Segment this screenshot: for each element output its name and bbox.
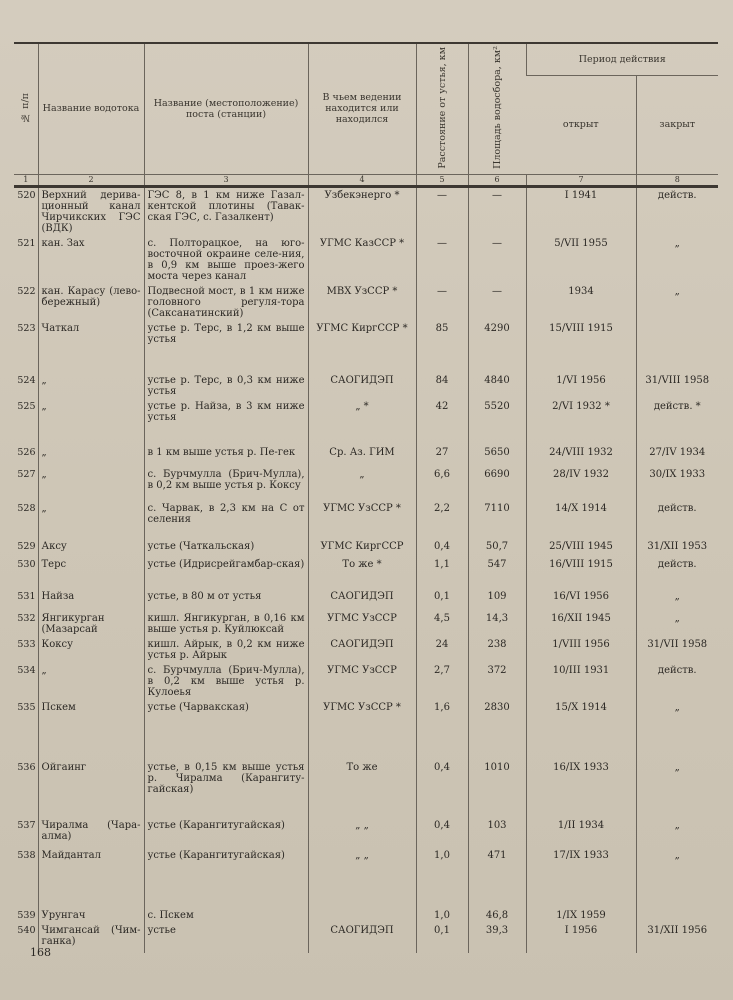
row-area: 14,3 — [468, 611, 526, 637]
row-distance: 0,1 — [416, 589, 468, 611]
row-distance: — — [416, 236, 468, 284]
row-number: 539 — [17, 909, 36, 921]
row-opened: 28/IV 1932 — [526, 467, 636, 501]
table-row — [14, 236, 718, 284]
row-number: 537 — [17, 819, 36, 831]
row-organization: Узбекэнерго * — [308, 186, 416, 236]
row-number: 538 — [17, 849, 36, 861]
table-row — [14, 284, 718, 321]
row-number: 528 — [17, 502, 36, 514]
table-row — [14, 760, 718, 818]
row-post: устье р. Терс, в 1,2 км выше устья — [144, 321, 308, 373]
row-river: Урунгач — [38, 908, 144, 923]
row-river: Найза — [38, 589, 144, 611]
row-post: в 1 км выше устья р. Пе-гек — [144, 445, 308, 467]
row-closed: 31/VIII 1958 — [636, 373, 718, 399]
row-post: с. Бурчмулла (Брич-Мулла), в 0,2 км выше устья р. Коксу — [144, 467, 308, 501]
row-area: 372 — [468, 663, 526, 700]
row-area: — — [468, 186, 526, 236]
row-number: 534 — [17, 664, 36, 676]
row-opened: 15/VIII 1915 — [526, 321, 636, 373]
row-opened: 1934 — [526, 284, 636, 321]
row-number: 527 — [17, 468, 36, 480]
row-organization: „ „ — [308, 818, 416, 848]
table-row — [14, 700, 718, 760]
row-organization: УГМС УзССР — [308, 611, 416, 637]
row-area: 4840 — [468, 373, 526, 399]
row-organization: То же * — [308, 557, 416, 589]
row-closed: 30/IX 1933 — [636, 467, 718, 501]
row-closed: действ. — [636, 186, 718, 236]
row-area: 5520 — [468, 399, 526, 445]
row-opened: 1/II 1934 — [526, 818, 636, 848]
row-closed: 31/VII 1958 — [636, 637, 718, 663]
row-post: с. Бурчмулла (Брич-Мулла), в 0,2 км выше устья р. Кулоеья — [144, 663, 308, 700]
row-distance: 1,6 — [416, 700, 468, 760]
row-closed: „ — [636, 848, 718, 908]
row-closed: „ — [636, 236, 718, 284]
row-river: Терс — [38, 557, 144, 589]
row-post: кишл. Айрык, в 0,2 км ниже устья р. Айрык — [144, 637, 308, 663]
stations-table-wrapper — [14, 42, 718, 948]
row-closed: „ — [636, 818, 718, 848]
table-body — [14, 186, 718, 953]
column-number: 6 — [468, 174, 526, 186]
row-area: — — [468, 236, 526, 284]
table-row — [14, 321, 718, 373]
row-river: Аксу — [38, 539, 144, 557]
row-river: „ — [38, 445, 144, 467]
row-river: Верхний дерива-ционный канал Чирчикских ГЭС (ВДК) — [38, 186, 144, 236]
table-header — [14, 43, 718, 186]
header-col-area: Площадь водосбора, км² — [468, 43, 526, 174]
row-river: „ — [38, 373, 144, 399]
row-opened: 2/VI 1932 * — [526, 399, 636, 445]
row-river: „ — [38, 467, 144, 501]
row-organization: САОГИДЭП — [308, 923, 416, 953]
row-river: Чиралма (Чара-алма) — [38, 818, 144, 848]
row-post: устье р. Терс, в 0,3 км ниже устья — [144, 373, 308, 399]
row-organization: УГМС УзССР * — [308, 700, 416, 760]
row-organization: УГМС УзССР — [308, 663, 416, 700]
row-number: 531 — [17, 590, 36, 602]
row-area: 1010 — [468, 760, 526, 818]
column-number: 5 — [416, 174, 468, 186]
row-closed: „ — [636, 611, 718, 637]
row-area: 46,8 — [468, 908, 526, 923]
row-closed: действ. — [636, 501, 718, 539]
row-river: Коксу — [38, 637, 144, 663]
row-closed: 27/IV 1934 — [636, 445, 718, 467]
row-organization: УГМС УзССР * — [308, 501, 416, 539]
row-opened: 14/X 1914 — [526, 501, 636, 539]
table-row — [14, 923, 718, 953]
table-row — [14, 848, 718, 908]
table-row — [14, 557, 718, 589]
row-area: 50,7 — [468, 539, 526, 557]
row-area: 7110 — [468, 501, 526, 539]
row-closed: действ. — [636, 557, 718, 589]
row-number: 522 — [17, 285, 36, 297]
row-area: 2830 — [468, 700, 526, 760]
row-organization: САОГИДЭП — [308, 589, 416, 611]
row-distance: 24 — [416, 637, 468, 663]
row-number: 535 — [17, 701, 36, 713]
row-organization: „ * — [308, 399, 416, 445]
table-row — [14, 589, 718, 611]
row-opened: 16/IX 1933 — [526, 760, 636, 818]
row-distance: 85 — [416, 321, 468, 373]
table-row — [14, 539, 718, 557]
header-col-organization: В чьем ведении находится или находился — [308, 43, 416, 174]
column-number: 8 — [636, 174, 718, 186]
row-post: с. Полторацкое, на юго-восточной окраине селе-ния, в 0,9 км выше проез-жего моста через канал — [144, 236, 308, 284]
row-area: 109 — [468, 589, 526, 611]
row-closed: действ. — [636, 663, 718, 700]
row-opened: 25/VIII 1945 — [526, 539, 636, 557]
row-opened: I 1941 — [526, 186, 636, 236]
row-distance: 0,4 — [416, 760, 468, 818]
row-organization: „ — [308, 467, 416, 501]
row-opened: 10/III 1931 — [526, 663, 636, 700]
row-post: устье (Чарвакская) — [144, 700, 308, 760]
row-distance: 0,4 — [416, 539, 468, 557]
column-number: 7 — [526, 174, 636, 186]
row-post: устье, в 0,15 км выше устья р. Чиралма (Карангиту-гайская) — [144, 760, 308, 818]
row-closed — [636, 321, 718, 373]
row-river: Пскем — [38, 700, 144, 760]
row-distance: 0,4 — [416, 818, 468, 848]
row-river: кан. Карасу (лево-бережный) — [38, 284, 144, 321]
column-number: 2 — [38, 174, 144, 186]
row-organization: САОГИДЭП — [308, 373, 416, 399]
row-post: устье (Чаткальская) — [144, 539, 308, 557]
row-river: „ — [38, 501, 144, 539]
row-river: Чимгансай (Чим-ганка) — [38, 923, 144, 953]
row-post: устье р. Найза, в 3 км ниже устья — [144, 399, 308, 445]
row-post: ГЭС 8, в 1 км ниже Газал-кентской плотины (Тавак-ская ГЭС, с. Газалкент) — [144, 186, 308, 236]
row-number: 526 — [17, 446, 36, 458]
row-distance: — — [416, 186, 468, 236]
row-number: 540 — [17, 924, 36, 936]
row-area: 103 — [468, 818, 526, 848]
row-number: 533 — [17, 638, 36, 650]
row-river: Чаткал — [38, 321, 144, 373]
row-post: устье (Карангитугайская) — [144, 848, 308, 908]
row-area: 5650 — [468, 445, 526, 467]
column-number: 4 — [308, 174, 416, 186]
row-number: 523 — [17, 322, 36, 334]
row-area: — — [468, 284, 526, 321]
row-opened: 5/VII 1955 — [526, 236, 636, 284]
row-post: устье — [144, 923, 308, 953]
row-number: 536 — [17, 761, 36, 773]
table-row — [14, 663, 718, 700]
row-closed: 31/XII 1953 — [636, 539, 718, 557]
row-organization: Ср. Аз. ГИМ — [308, 445, 416, 467]
row-distance: 42 — [416, 399, 468, 445]
row-opened: 16/VIII 1915 — [526, 557, 636, 589]
header-col-post: Название (местоположение) поста (станции) — [144, 43, 308, 174]
row-river: „ — [38, 399, 144, 445]
row-distance: — — [416, 284, 468, 321]
row-distance: 1,0 — [416, 848, 468, 908]
row-distance: 4,5 — [416, 611, 468, 637]
row-number: 525 — [17, 400, 36, 412]
row-area: 39,3 — [468, 923, 526, 953]
row-river: кан. Зах — [38, 236, 144, 284]
row-opened: 1/IX 1959 — [526, 908, 636, 923]
table-row — [14, 501, 718, 539]
header-column-numbers — [14, 174, 718, 186]
table-row — [14, 908, 718, 923]
row-closed — [636, 908, 718, 923]
row-organization: УГМС КазССР * — [308, 236, 416, 284]
row-river: Ойгаинг — [38, 760, 144, 818]
header-period: Период действия — [526, 43, 718, 75]
table-row — [14, 818, 718, 848]
row-number: 532 — [17, 612, 36, 624]
row-closed: „ — [636, 284, 718, 321]
row-post: кишл. Янгикурган, в 0,16 км выше устья р. Куйлюксай — [144, 611, 308, 637]
row-post: Подвесной мост, в 1 км ниже головного регуля-тора (Саксанатинский) — [144, 284, 308, 321]
table-row — [14, 611, 718, 637]
header-col-closed: закрыт — [636, 75, 718, 174]
row-post: устье, в 80 м от устья — [144, 589, 308, 611]
row-organization: МВХ УзССР * — [308, 284, 416, 321]
row-opened: I 1956 — [526, 923, 636, 953]
row-river: „ — [38, 663, 144, 700]
row-post: с. Чарвак, в 2,3 км на С от селения — [144, 501, 308, 539]
row-organization: САОГИДЭП — [308, 637, 416, 663]
table-row — [14, 637, 718, 663]
row-post: устье (Карангитугайская) — [144, 818, 308, 848]
row-distance: 84 — [416, 373, 468, 399]
row-area: 547 — [468, 557, 526, 589]
row-organization: „ „ — [308, 848, 416, 908]
row-number: 529 — [17, 540, 36, 552]
row-distance: 0,1 — [416, 923, 468, 953]
row-post: устье (Идрисрейгамбар-ская) — [144, 557, 308, 589]
row-opened: 15/X 1914 — [526, 700, 636, 760]
row-closed: действ. * — [636, 399, 718, 445]
row-distance: 1,1 — [416, 557, 468, 589]
table-row — [14, 373, 718, 399]
table-row — [14, 467, 718, 501]
row-organization: То же — [308, 760, 416, 818]
row-river: Янгикурган (Мазарсай — [38, 611, 144, 637]
stations-table — [14, 42, 718, 953]
row-river: Майдантал — [38, 848, 144, 908]
table-row — [14, 445, 718, 467]
row-area: 6690 — [468, 467, 526, 501]
row-opened: 1/VI 1956 — [526, 373, 636, 399]
row-organization — [308, 908, 416, 923]
row-distance: 27 — [416, 445, 468, 467]
header-col-river: Название водотока — [38, 43, 144, 174]
row-number: 521 — [17, 237, 36, 249]
row-opened: 17/IX 1933 — [526, 848, 636, 908]
row-number: 524 — [17, 374, 36, 386]
column-number: 1 — [14, 174, 38, 186]
row-organization: УГМС КиргССР — [308, 539, 416, 557]
row-closed: „ — [636, 700, 718, 760]
row-area: 4290 — [468, 321, 526, 373]
row-closed: „ — [636, 589, 718, 611]
table-row — [14, 186, 718, 236]
header-col-distance: Расстояние от устья, км — [416, 43, 468, 174]
header-col-opened: открыт — [526, 75, 636, 174]
row-post: с. Пскем — [144, 908, 308, 923]
row-closed: 31/XII 1956 — [636, 923, 718, 953]
row-area: 238 — [468, 637, 526, 663]
row-area: 471 — [468, 848, 526, 908]
row-distance: 6,6 — [416, 467, 468, 501]
row-organization: УГМС КиргССР * — [308, 321, 416, 373]
row-distance: 2,7 — [416, 663, 468, 700]
column-number: 3 — [144, 174, 308, 186]
page-number: 168 — [30, 946, 51, 959]
row-distance: 1,0 — [416, 908, 468, 923]
row-closed: „ — [636, 760, 718, 818]
table-row — [14, 399, 718, 445]
row-opened: 24/VIII 1932 — [526, 445, 636, 467]
row-number: 520 — [17, 189, 36, 201]
row-number: 530 — [17, 558, 36, 570]
row-opened: 1/VIII 1956 — [526, 637, 636, 663]
row-distance: 2,2 — [416, 501, 468, 539]
row-opened: 16/VI 1956 — [526, 589, 636, 611]
header-col-number: № п/п — [14, 43, 38, 174]
row-opened: 16/XII 1945 — [526, 611, 636, 637]
